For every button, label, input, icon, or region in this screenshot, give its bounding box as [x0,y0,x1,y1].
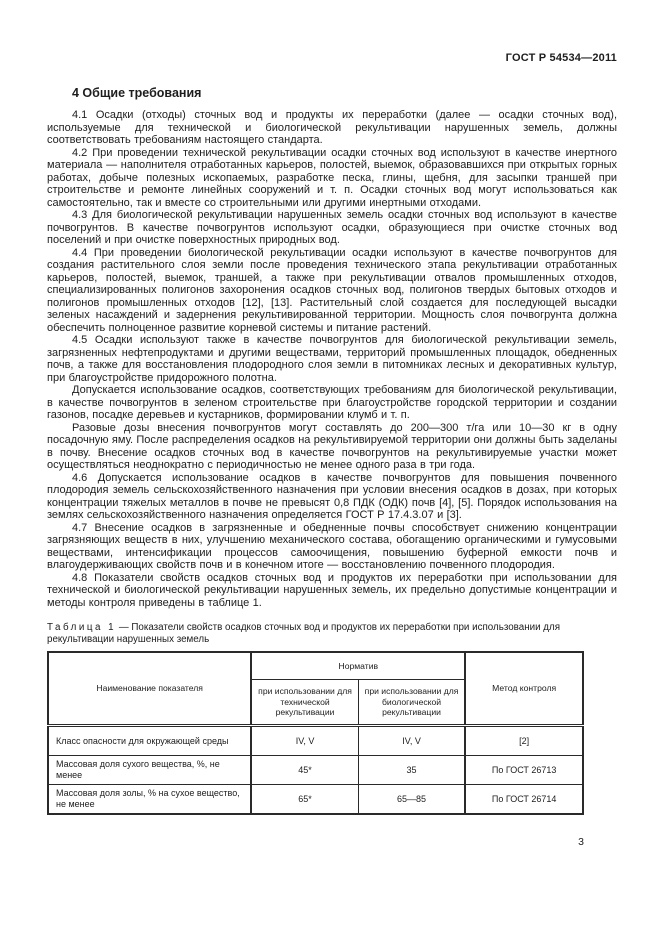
column-header-name: Наименование показателя [48,652,251,726]
table-body [48,726,583,815]
table-row-hazard-class [48,726,583,756]
cell-bio-value: 65—85 [358,785,465,815]
cell-method-value: По ГОСТ 26714 [465,785,583,815]
table-caption-label: Таблица 1 [47,622,117,633]
table-header [48,652,583,726]
body-paragraphs [47,109,617,609]
paragraph-4-2: 4.2 При проведении технической рекультивации осадки сточных вод используют в качестве инертного материала — наполнителя отработанных карьеров, полостей, выемок, образовавшихся при открытых горных работах, добыче полезных ископаемых, разработке песка, глины, щебня, для засыпки траншей при строительстве и ремонте линейных сооружений и т. п. Осадки сточных вод могут использоваться как самостоятельно, так и вместе со строительными или другими инертными отходами. [47,146,617,209]
paragraph-4-1: 4.1 Осадки (отходы) сточных вод и продукты их переработки (далее — осадки сточных вод), используемые для технической и биологической рекультивации нарушенных земель, должны соответствовать требованиям настоящего стандарта. [47,109,617,146]
paragraph-4-6: 4.6 Допускается использование осадков в качестве почвогрунтов для повышения почвенного плодородия земель сельскохозяйственного назначения при условии внесения осадков в дозах, при которых концентрации тяжелых металлов в почве не превысят 0,8 ПДК (ОДК) почв [4], [5]. Порядок использования на землях сельскохозяйственного назначения определяется ГОСТ Р 17.4.3.07 и [3]. [47,471,617,521]
paragraph-4-7: 4.7 Внесение осадков в загрязненные и обедненные почвы способствует снижению концентрации загрязняющих веществ в них, улучшению механического состава, обогащению органическими и гумусовыми веществами, интенсификации процессов самоочищения, повышению буферной емкости почв и влагоудерживающих свойств почв и в конечном итоге — восстановлению почвенного плодородия. [47,521,617,571]
cell-indicator-name: Массовая доля золы, % на сухое вещество, не менее [48,785,251,815]
cell-method-value: По ГОСТ 26713 [465,756,583,785]
paragraph-4-5-cont-1: Допускается использование осадков, соответствующих требованиям для биологической рекультивации, в качестве почвогрунтов в зеленом строительстве при благоустройстве городской территории и создании газонов, посадке деревьев и кустарников, формировании клумб и т. п. [47,384,617,421]
cell-bio-value: IV, V [358,726,465,756]
cell-indicator-name: Класс опасности для окружающей среды [48,726,251,756]
cell-method-value: [2] [465,726,583,756]
page-number: 3 [578,836,584,848]
cell-bio-value: 35 [358,756,465,785]
cell-indicator-name: Массовая доля сухого вещества, %, не менее [48,756,251,785]
paragraph-4-5-cont-2: Разовые дозы внесения почвогрунтов могут составлять до 200—300 т/га или 10—30 кг в одну посадочную яму. После распределения осадков на рекультивируемой территории они должны быть заделаны в почву. Внесение осадков сточных вод в качестве почвогрунтов на рекультивируемые участки может осуществляться неоднократно с периодичностью не менее одного раза в три года. [47,421,617,471]
column-header-technical: при использовании для технической рекультивации [251,680,358,726]
document-code: ГОСТ Р 54534—2011 [505,52,617,64]
paragraph-4-3: 4.3 Для биологической рекультивации нарушенных земель осадки сточных вод используют в качестве почвогрунтов. В качестве почвогрунтов используют осадки, образующиеся при очистке сточных вод поселений и при очистке поверхностных природных вод. [47,209,617,246]
table-caption-text: — Показатели свойств осадков сточных вод и продуктов их переработки при использовании для рекультивации нарушенных земель [47,622,561,645]
column-header-group-normativ: Норматив [251,652,465,680]
cell-tech-value: 45* [251,756,358,785]
cell-tech-value: 65* [251,785,358,815]
page-content [47,52,617,815]
paragraph-4-8: 4.8 Показатели свойств осадков сточных вод и продуктов их переработки при использовании для технической и биологической рекультивации нарушенных земель, их предельно допустимые концентрации и методы контроля приведены в таблице 1. [47,571,617,609]
paragraph-4-4: 4.4 При проведении биологической рекультивации осадки используют в качестве почвогрунтов для создания растительного слоя земли после проведения технического этапа рекультивации отработанных карьеров, полостей, выемок, траншей, а также при рекультивации отвалов промышленных отходов, специализированных полигонов захоронения осадков сточных вод, полигонов твердых бытовых отходов и полигонов промышленных отходов [12], [13]. Растительный слой создается для последующей высадки зеленых насаждений и задернения рекультивированной территории. Мощность слоя почвогрунта должна обеспечить полноценное развитие корневой системы и питание растений. [47,246,617,334]
section-heading: 4 Общие требования [72,86,202,100]
cell-tech-value: IV, V [251,726,358,756]
paragraph-4-5: 4.5 Осадки используют также в качестве почвогрунтов для биологической рекультивации земель, загрязненных нефтепродуктами и другими веществами, территорий промышленных площадок, обедненных почв, а также для восстановления плодородного слоя земли в питомниках лесных и декоративных культур, при благоустройстве придорожного полотна. [47,334,617,384]
column-header-biological: при использовании для биологической рекультивации [358,680,465,726]
table-caption [47,622,617,646]
table-row-ash-content [48,785,583,815]
column-header-method: Метод контроля [465,652,583,726]
indicators-table [47,651,584,815]
table-row-dry-matter [48,756,583,785]
